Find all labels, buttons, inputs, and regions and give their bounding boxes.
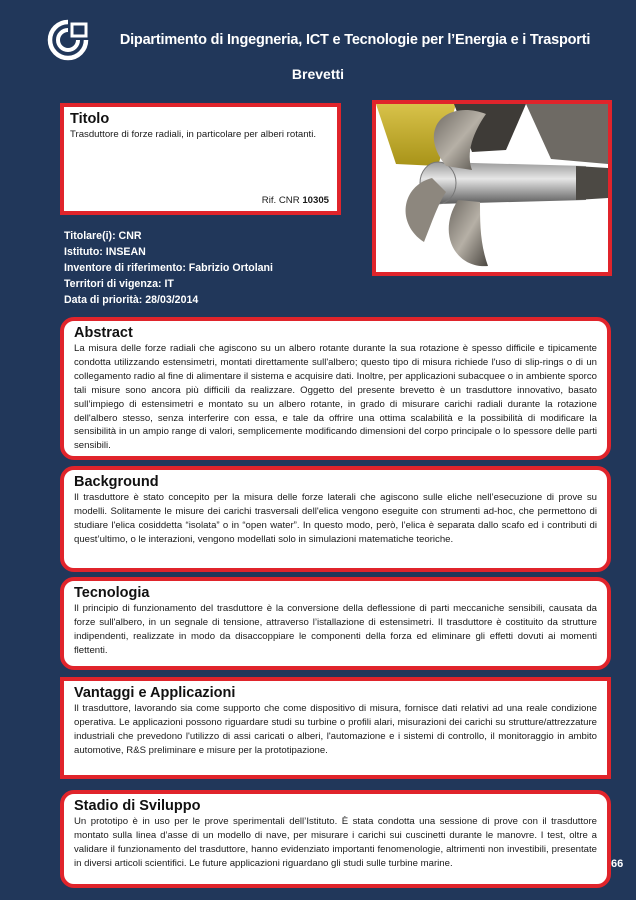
tecnologia-text: Il principio di funzionamento del trasduttore è la conversione della deflessione di parti meccaniche sensibili, causata da forze sull'albero, in un segnale di tensione, attraverso l’istallazione di estensimetri. Il trasduttore è costituito da strutture indipendenti, realizzate in modo da disaccoppiare le componenti della forza ed eliminare gli effetti dovuti ai momenti flettenti. xyxy=(74,603,597,656)
data-priorita: Data di priorità: 28/03/2014 xyxy=(64,294,199,306)
patent-metadata xyxy=(64,228,273,308)
titolare: Titolare(i): CNR xyxy=(64,230,142,242)
background-box xyxy=(60,466,611,572)
background-heading: Background xyxy=(74,474,159,490)
vantaggi-box xyxy=(60,677,611,779)
abstract-heading: Abstract xyxy=(74,325,133,341)
propeller-image xyxy=(376,104,608,272)
titolo-box xyxy=(60,103,341,215)
cnr-logo-icon xyxy=(46,18,90,62)
reference-number: 10305 xyxy=(302,195,329,206)
department-title: Dipartimento di Ingegneria, ICT e Tecnologie per l’Energia e i Trasporti xyxy=(119,32,591,48)
tecnologia-box xyxy=(60,577,611,670)
page-number: 66 xyxy=(611,858,624,870)
stadio-text: Un prototipo è in uso per le prove sperimentali dell’Istituto. È stata condotta una sessione di prove con il trasduttore montato sulla linea d’asse di un modello di nave, per misurare i carichi sui cuscinetti durante le manovre. I test, oltre a validare il funzionamento del trasduttore, hanno evidenziato importanti fenomenologie, altrimenti non investibili, presentate in diversi articoli scientifici. Le future applicazioni riguardano gli studi sulle turbine marine. xyxy=(74,816,597,869)
vantaggi-heading: Vantaggi e Applicazioni xyxy=(74,685,236,701)
titolo-heading: Titolo xyxy=(70,111,110,127)
istituto: Istituto: INSEAN xyxy=(64,246,146,258)
section-title: Brevetti xyxy=(291,66,345,82)
reference xyxy=(262,195,329,206)
tecnologia-heading: Tecnologia xyxy=(74,585,150,601)
background-text: Il trasduttore è stato concepito per la misura delle forze laterali che agiscono sulle eliche nell’esecuzione di prove su modelli. Solitamente le misure dei carichi trasversali dell'elica vengono eseguite con strumenti ad-hoc, che permettono di studiare l'elica cosiddetta “isolata” o in “open water”. In questo modo, però, l’elica è separata dallo scafo ed i contributi di quest’ultimo, o le interazioni, vengono modellati solo in simulazioni matematiche teoriche. xyxy=(74,492,597,545)
abstract-box xyxy=(60,317,611,460)
stadio-box xyxy=(60,790,611,888)
stadio-heading: Stadio di Sviluppo xyxy=(74,798,201,814)
titolo-text: Trasduttore di forze radiali, in particolare per alberi rotanti. xyxy=(70,129,316,140)
abstract-text: La misura delle forze radiali che agiscono su un albero rotante durante la sua rotazione è spesso difficile e tipicamente condotta utilizzando estensimetri, montati direttamente sull'albero; questo tipo di misura richiede l'uso di slip-rings o di un collegamento radio al fine di alimentare il sistema e acquisire dati. Inoltre, per applicazioni subacquee o in ambiente sporco tali misure sono ancora più difficili da realizzare. Oggetto del presente brevetto è un trasduttore innovativo, basato sull’impiego di estensimetri e montato su un albero rotante, in grado di misurare carichi radiali durante la rotazione dell'albero stesso, senza interferire con essa, e tale da offrire una ottima scalabilità e la possibilità di modificare la sensibilità in un ampio range di valori, semplicemente modificando dimensioni del corpo principale o lo spessore delle parti sensibili. xyxy=(74,343,597,452)
territori: Territori di vigenza: IT xyxy=(64,278,174,290)
inventore: Inventore di riferimento: Fabrizio Ortolani xyxy=(64,262,273,274)
reference-label: Rif. CNR xyxy=(261,195,300,206)
vantaggi-text: Il trasduttore, lavorando sia come supporto che come dispositivo di misura, fornisce dati relativi ad una reale condizione operativa. Le applicazioni possono riguardare studi su turbine o profili alari, misurazioni dei carichi su strutture/attrezzature industriali che prevedono l'utilizzo di assi caricati o alberi, l'automazione e i sistemi di controllo, il monitoraggio in ambito automotive, R&S preliminare e misure per la prototipazione. xyxy=(74,703,597,756)
propeller-photo xyxy=(372,100,612,276)
